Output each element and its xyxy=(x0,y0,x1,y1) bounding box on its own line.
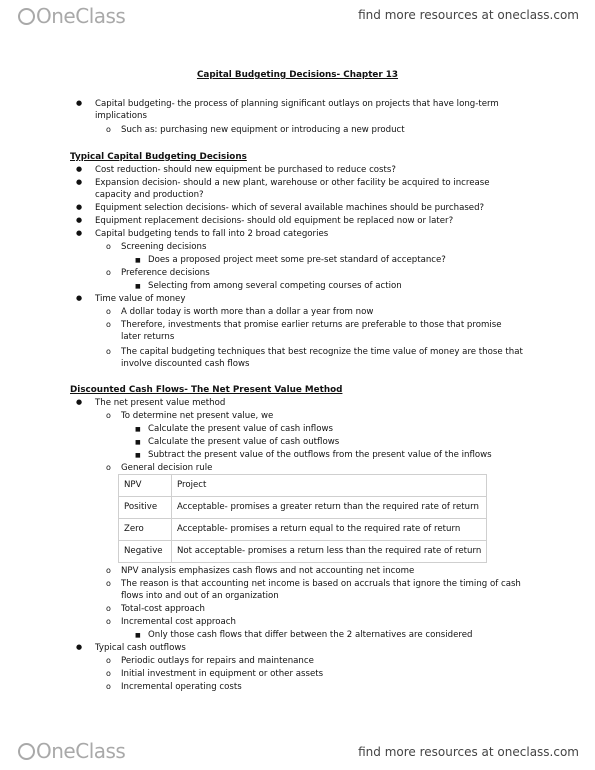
oneclass-logo[interactable] xyxy=(18,739,125,763)
footer-tagline-link[interactable]: find more resources at oneclass.com xyxy=(358,745,579,759)
heading-dcf: Discounted Cash Flows- The Net Present Value Method xyxy=(70,385,343,395)
sub-npv-emphasis: o NPV analysis emphasizes cash flows and not accounting net income xyxy=(121,566,414,578)
bullet-npv-method: ● The net present value method xyxy=(95,398,225,410)
bullet-cost-reduction: ● Cost reduction- should new equipment be purchased to reduce costs? xyxy=(95,165,396,177)
sub-reason-cont: flows into and out of an organization xyxy=(121,591,279,601)
logo-text: OneClass xyxy=(36,739,126,763)
item-screening-desc: ■ Does a proposed project meet some pre-set standard of acceptance? xyxy=(148,255,446,267)
sub-earlier-returns: o Therefore, investments that promise earlier returns are preferable to those that promise xyxy=(121,320,502,332)
sub-total-cost: o Total-cost approach xyxy=(121,604,205,616)
item-step-2: ■ Calculate the present value of cash outflows xyxy=(148,437,339,449)
item-step-1: ■ Calculate the present value of cash inflows xyxy=(148,424,333,436)
sub-screening: o Screening decisions xyxy=(121,242,206,254)
table-header-project: Project xyxy=(172,475,487,497)
table-cell-negative-desc: Not acceptable- promises a return less than the required rate of return xyxy=(172,541,487,563)
table-cell-zero-desc: Acceptable- promises a return equal to the required rate of return xyxy=(172,519,487,541)
document-title: Capital Budgeting Decisions- Chapter 13 xyxy=(196,70,399,80)
item-preference-desc: ■ Selecting from among several competing courses of action xyxy=(148,281,402,293)
header-tagline-link[interactable]: find more resources at oneclass.com xyxy=(358,8,579,22)
sub-determine: o To determine net present value, we xyxy=(121,411,273,423)
table-cell-positive: Positive xyxy=(119,497,172,519)
bullet-equipment-replacement: ● Equipment replacement decisions- should old equipment be replaced now or later? xyxy=(95,216,453,228)
sub-techniques: o The capital budgeting techniques that best recognize the time value of money are those that xyxy=(121,347,523,359)
bullet-capital-budgeting: ● Capital budgeting- the process of planning significant outlays on projects that have long-term xyxy=(95,99,499,111)
sub-initial-investment: o Initial investment in equipment or other assets xyxy=(121,669,323,681)
bullet-time-value: ● Time value of money xyxy=(95,294,185,306)
sub-earlier-returns-cont: later returns xyxy=(121,332,175,342)
table-cell-zero: Zero xyxy=(119,519,172,541)
bullet-capital-budgeting-cont: implications xyxy=(95,111,147,121)
sub-decision-rule: o General decision rule xyxy=(121,463,212,475)
sub-reason: o The reason is that accounting net income is based on accruals that ignore the timing of cash xyxy=(121,579,521,591)
sub-operating-costs: o Incremental operating costs xyxy=(121,682,242,694)
sub-periodic-outlays: o Periodic outlays for repairs and maintenance xyxy=(121,656,314,668)
table-cell-positive-desc: Acceptable- promises a greater return than the required rate of return xyxy=(172,497,487,519)
npv-decision-table xyxy=(118,474,487,563)
sub-such-as: o Such as: purchasing new equipment or introducing a new product xyxy=(121,125,405,137)
item-incremental-desc: ■ Only those cash flows that differ between the 2 alternatives are considered xyxy=(148,630,472,642)
table-row xyxy=(119,497,487,519)
bullet-expansion: ● Expansion decision- should a new plant, warehouse or other facility be acquired to increase xyxy=(95,178,490,190)
sub-preference: o Preference decisions xyxy=(121,268,210,280)
table-row xyxy=(119,475,487,497)
sub-dollar-today: o A dollar today is worth more than a dollar a year from now xyxy=(121,307,373,319)
item-step-3: ■ Subtract the present value of the outflows from the present value of the inflows xyxy=(148,450,492,462)
bullet-cash-outflows: ● Typical cash outflows xyxy=(95,643,186,655)
table-row xyxy=(119,541,487,563)
bullet-expansion-cont: capacity and production? xyxy=(95,190,204,200)
page-footer xyxy=(0,732,595,770)
sub-techniques-cont: involve discounted cash flows xyxy=(121,359,250,369)
table-header-npv: NPV xyxy=(119,475,172,497)
table-row xyxy=(119,519,487,541)
table-cell-negative: Negative xyxy=(119,541,172,563)
heading-typical-decisions: Typical Capital Budgeting Decisions xyxy=(70,152,247,162)
sub-incremental-cost: o Incremental cost approach xyxy=(121,617,236,629)
logo-text: OneClass xyxy=(36,4,126,28)
bullet-categories: ● Capital budgeting tends to fall into 2 broad categories xyxy=(95,229,328,241)
logo-circle-icon xyxy=(18,743,35,760)
bullet-equipment-selection: ● Equipment selection decisions- which of several available machines should be purchased? xyxy=(95,203,484,215)
